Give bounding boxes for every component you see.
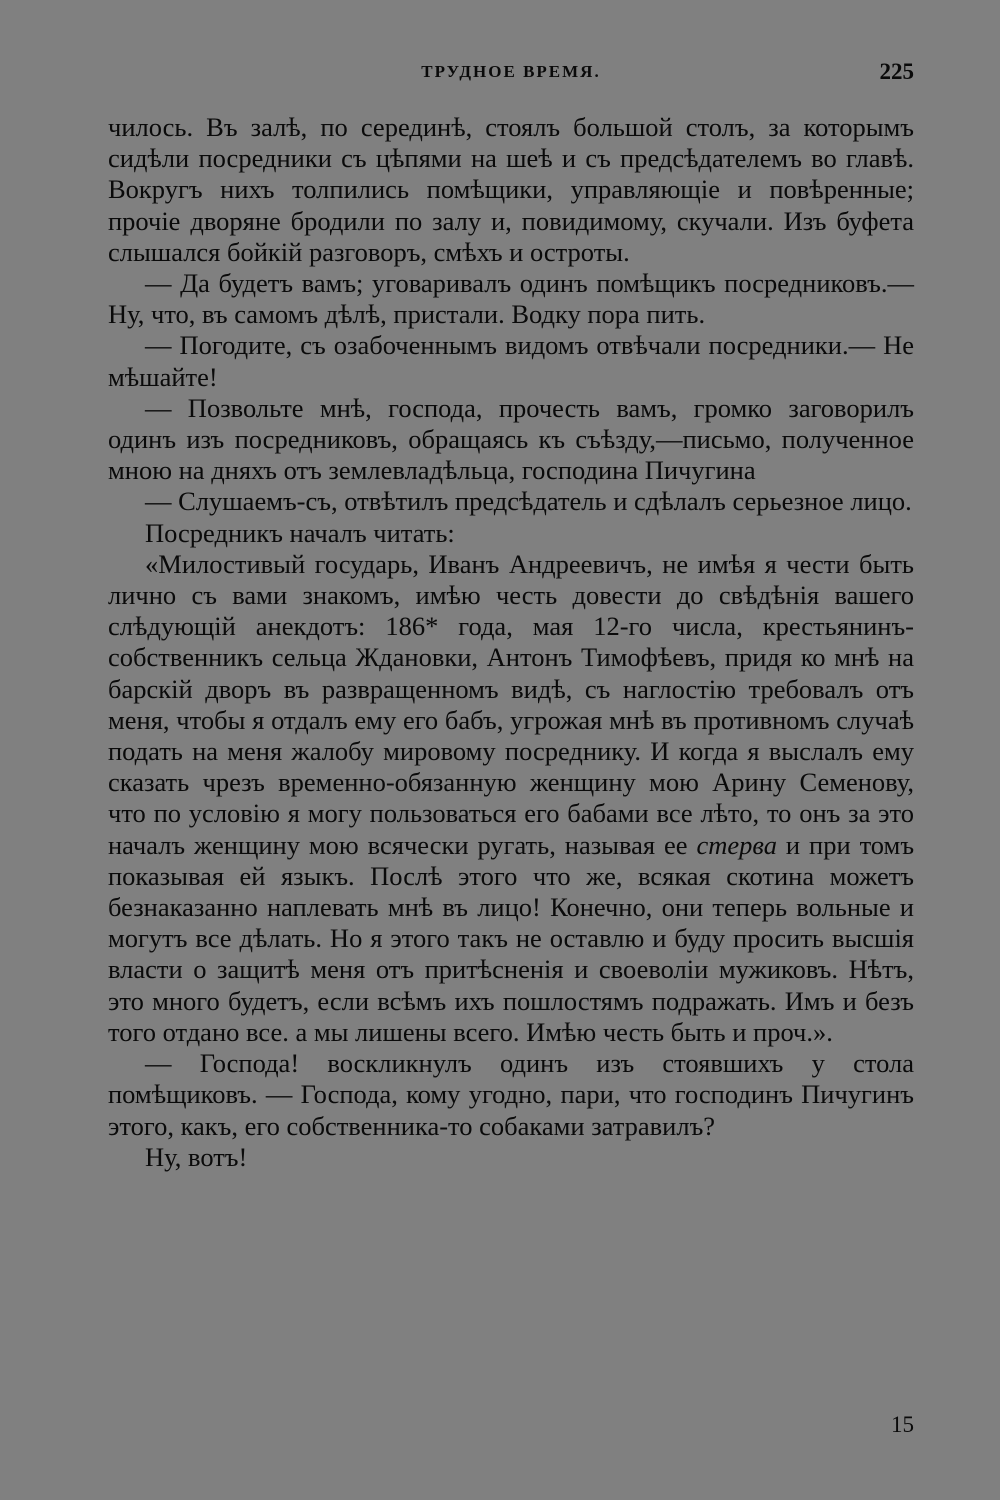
paragraph-dialogue: — Позвольте мнѣ, господа, прочесть вамъ, громко заговорилъ одинъ изъ посредниковъ, обращаясь къ съѣзду,—письмо, полученное мною на дняхъ отъ землевладѣльца, господина Пичугина <box>108 392 914 486</box>
page-number: 225 <box>879 59 914 84</box>
paragraph-dialogue: — Да будетъ вамъ; уговаривалъ одинъ помѣщикъ посредниковъ.—Ну, что, въ самомъ дѣлѣ, пристали. Водку пора пить. <box>108 268 914 330</box>
paragraph-continuation: чилось. Въ залѣ, по серединѣ, стоялъ большой столъ, за которымъ сидѣли посредники съ цѣпями на шеѣ и съ предсѣдателемъ во главѣ. Вокругъ нихъ толпились помѣщики, управляющіе и повѣренные; прочіе дворяне бродили по залу и, повидимому, скучали. Изъ буфета слышался бойкій разговоръ, смѣхъ и остроты. <box>108 112 914 267</box>
paragraph-dialogue: — Погодите, съ озабоченнымъ видомъ отвѣчали посредники.— Не мѣшайте! <box>108 330 914 392</box>
running-head <box>108 59 914 92</box>
paragraph-dialogue: — Господа! воскликнулъ одинъ изъ стоявшихъ у стола помѣщиковъ. — Господа, кому угодно, пари, что господинъ Пичугинъ этого, какъ, его собственника-то собаками затравилъ? <box>108 1048 914 1141</box>
paragraph-narration: Посредникъ началъ читать: <box>145 517 455 548</box>
letter-text-start: «Милостивый государь, Иванъ Андреевичъ, не имѣя я чести быть лично съ вами знакомъ, имѣю честь довести до свѣдѣнія вашего слѣдующій анекдотъ: 186* года, мая 12-го числа, крестьянинъ-собственникъ сельца Ждановки, Антонъ Тимофѣевъ, придя ко мнѣ на барскій дворъ въ развращенномъ видѣ, съ наглостію требовалъ отъ меня, чтобы я отдалъ ему его бабъ, угрожая мнѣ въ противномъ случаѣ подать на меня жалобу мировому посреднику. И когда я выслалъ ему сказать чрезъ временно-обязанную женщину мою Арину Семенову, что по условію я могу пользоваться его бабами все лѣто, то онъ за это началъ женщину мою всячески ругать, называя ее <box>108 548 914 860</box>
paragraph-letter <box>108 549 914 1048</box>
running-title: ТРУДНОЕ ВРЕМЯ. <box>421 62 601 81</box>
paragraph-dialogue: Ну, вотъ! <box>145 1141 248 1172</box>
paragraph-dialogue: — Слушаемъ-съ, отвѣтилъ предсѣдатель и сдѣлалъ серьезное лицо. <box>145 486 912 517</box>
letter-italic-word: стерва <box>696 829 777 860</box>
text-body <box>108 112 914 1173</box>
signature-mark: 15 <box>891 1412 914 1437</box>
letter-text-end: и при томъ показывая ей языкъ. Послѣ этого что же, всякая скотина можетъ безнаказанно наплевать мнѣ въ лицо! Конечно, они теперь вольные и могутъ все дѣлать. Но я этого такъ не оставлю и буду просить высшія власти о защитѣ меня отъ притѣсненія и своеволіи мужиковъ. Нѣтъ, это много будетъ, если всѣмъ ихъ пошлостямъ подражать. Имъ и безъ того отдано все. а мы лишены всего. Имѣю честь быть и проч.». <box>108 829 915 1047</box>
